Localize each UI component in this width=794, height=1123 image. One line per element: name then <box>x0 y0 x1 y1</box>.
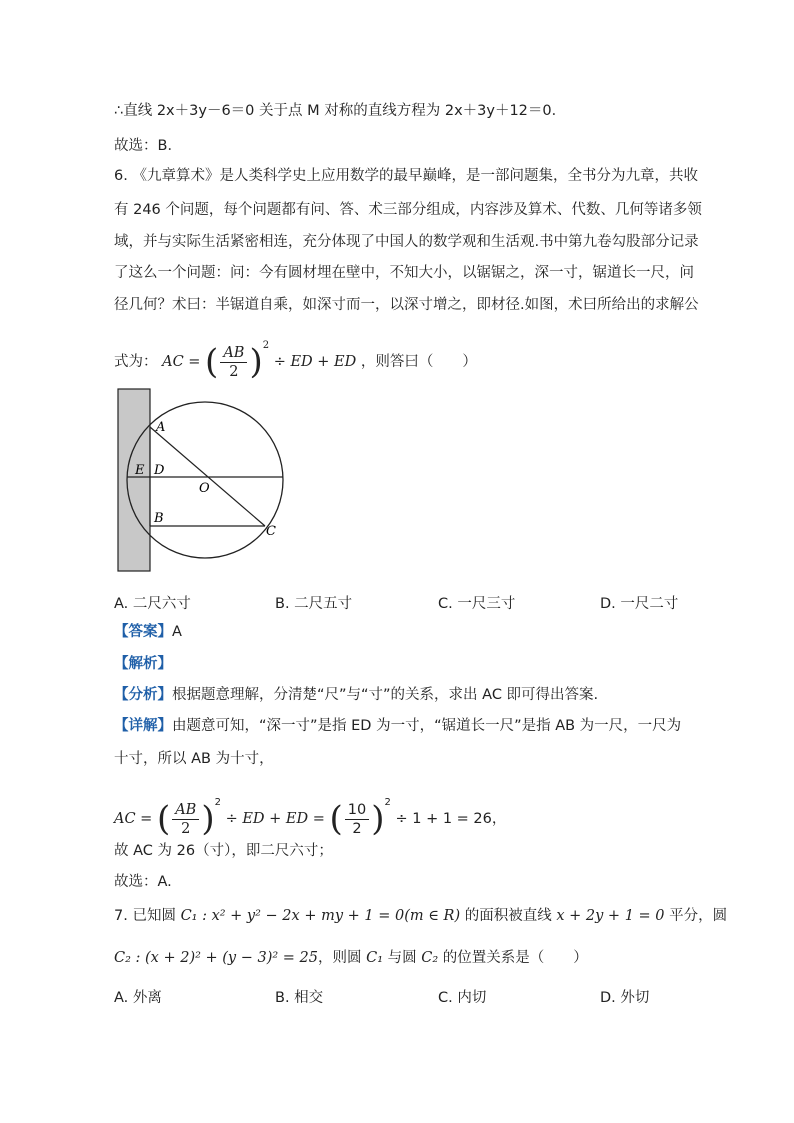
q7-option-b[interactable]: B. 相交 <box>275 990 324 1006</box>
q6-option-d[interactable]: D. 一尺二寸 <box>600 596 679 612</box>
analysis-line <box>114 654 172 674</box>
q6-formula-line: 式为： AC = ( $\frac{AB}{2}$ )$^2$ ÷ ED + ED ，则答曰（ ） <box>114 340 477 382</box>
q6-line-a: 6. 《九章算术》是人类科学史上应用数学的最早巅峰，是一部问题集，全书分为九章，共收 <box>114 168 698 184</box>
q7-option-c[interactable]: C. 内切 <box>438 990 487 1006</box>
q6-line-e: 径几何？术曰：半锯道自乘，如深寸而一，以深寸增之，即材径.如图，术曰所给出的求解公 <box>114 297 699 313</box>
xiangjie-line: 【详解】由题意可知，“深一寸”是指 ED 为一寸，“锯道长一尺”是指 AB 为一尺，一尺为 <box>114 718 682 734</box>
label-b: B <box>154 511 164 526</box>
q6-line-b: 有 246 个问题，每个问题都有问、答、术三部分组成，内容涉及算术、代数、几何等诸多领 <box>114 202 702 218</box>
geometry-figure <box>110 385 310 575</box>
calc-formula-line: AC = ( $\frac{AB}{2}$ )$^2$ ÷ ED + ED = ( $\frac{10}{2}$ )$^2$ ÷ 1 + 1 = 26， <box>114 797 507 839</box>
q7-line-a: 7. 已知圆 C₁ : x² + y² − 2x + my + 1 = 0(m ∈ R) 的面积被直线 x + 2y + 1 = 0 平分，圆 <box>114 908 728 924</box>
fenxi-tag: 【分析】 <box>114 687 172 703</box>
fenxi-line: 【分析】根据题意理解，分清楚“尺”与“寸”的关系，求出 AC 即可得出答案. <box>114 687 599 703</box>
label-e: E <box>135 463 145 478</box>
conclusion-line: 故 AC 为 26（寸），即二尺六寸； <box>114 843 333 859</box>
xiangjie-line-b: 十寸，所以 AB 为十寸， <box>114 751 274 767</box>
q7-line-b: C₂ : (x + 2)² + (y − 3)² = 25，则圆 C₁ 与圆 C₂ 的位置关系是（ ） <box>114 950 588 966</box>
xiangjie-tag: 【详解】 <box>114 718 172 734</box>
q7-option-a[interactable]: A. 外离 <box>114 990 162 1006</box>
answer-value: A <box>172 624 182 640</box>
label-c: C <box>266 524 276 539</box>
q6-option-b[interactable]: B. 二尺五寸 <box>275 596 353 612</box>
answer-line <box>114 622 182 642</box>
label-o: O <box>199 481 210 496</box>
q6-option-c[interactable]: C. 一尺三寸 <box>438 596 516 612</box>
q6-line-c: 域，并与实际生活紧密相连，充分体现了中国人的数学观和生活观.书中第九卷勾股部分记录 <box>114 234 699 250</box>
text-line-2: 故选：B． <box>114 138 182 154</box>
answer-tag: 【答案】 <box>114 624 172 640</box>
label-a: A <box>156 420 166 435</box>
choose-line: 故选：A. <box>114 874 172 890</box>
text-line-1: ∴直线 2x＋3y－6＝0 关于点 M 对称的直线方程为 2x＋3y＋12＝0． <box>114 103 567 119</box>
q6-line-d: 了这么一个问题：问：今有圆材埋在壁中，不知大小，以锯锯之，深一寸，锯道长一尺，问 <box>114 265 694 281</box>
q6-option-a[interactable]: A. 二尺六寸 <box>114 596 191 612</box>
analysis-tag: 【解析】 <box>114 656 172 672</box>
q7-option-d[interactable]: D. 外切 <box>600 990 650 1006</box>
wall-rect <box>118 389 150 571</box>
label-d: D <box>154 463 165 478</box>
